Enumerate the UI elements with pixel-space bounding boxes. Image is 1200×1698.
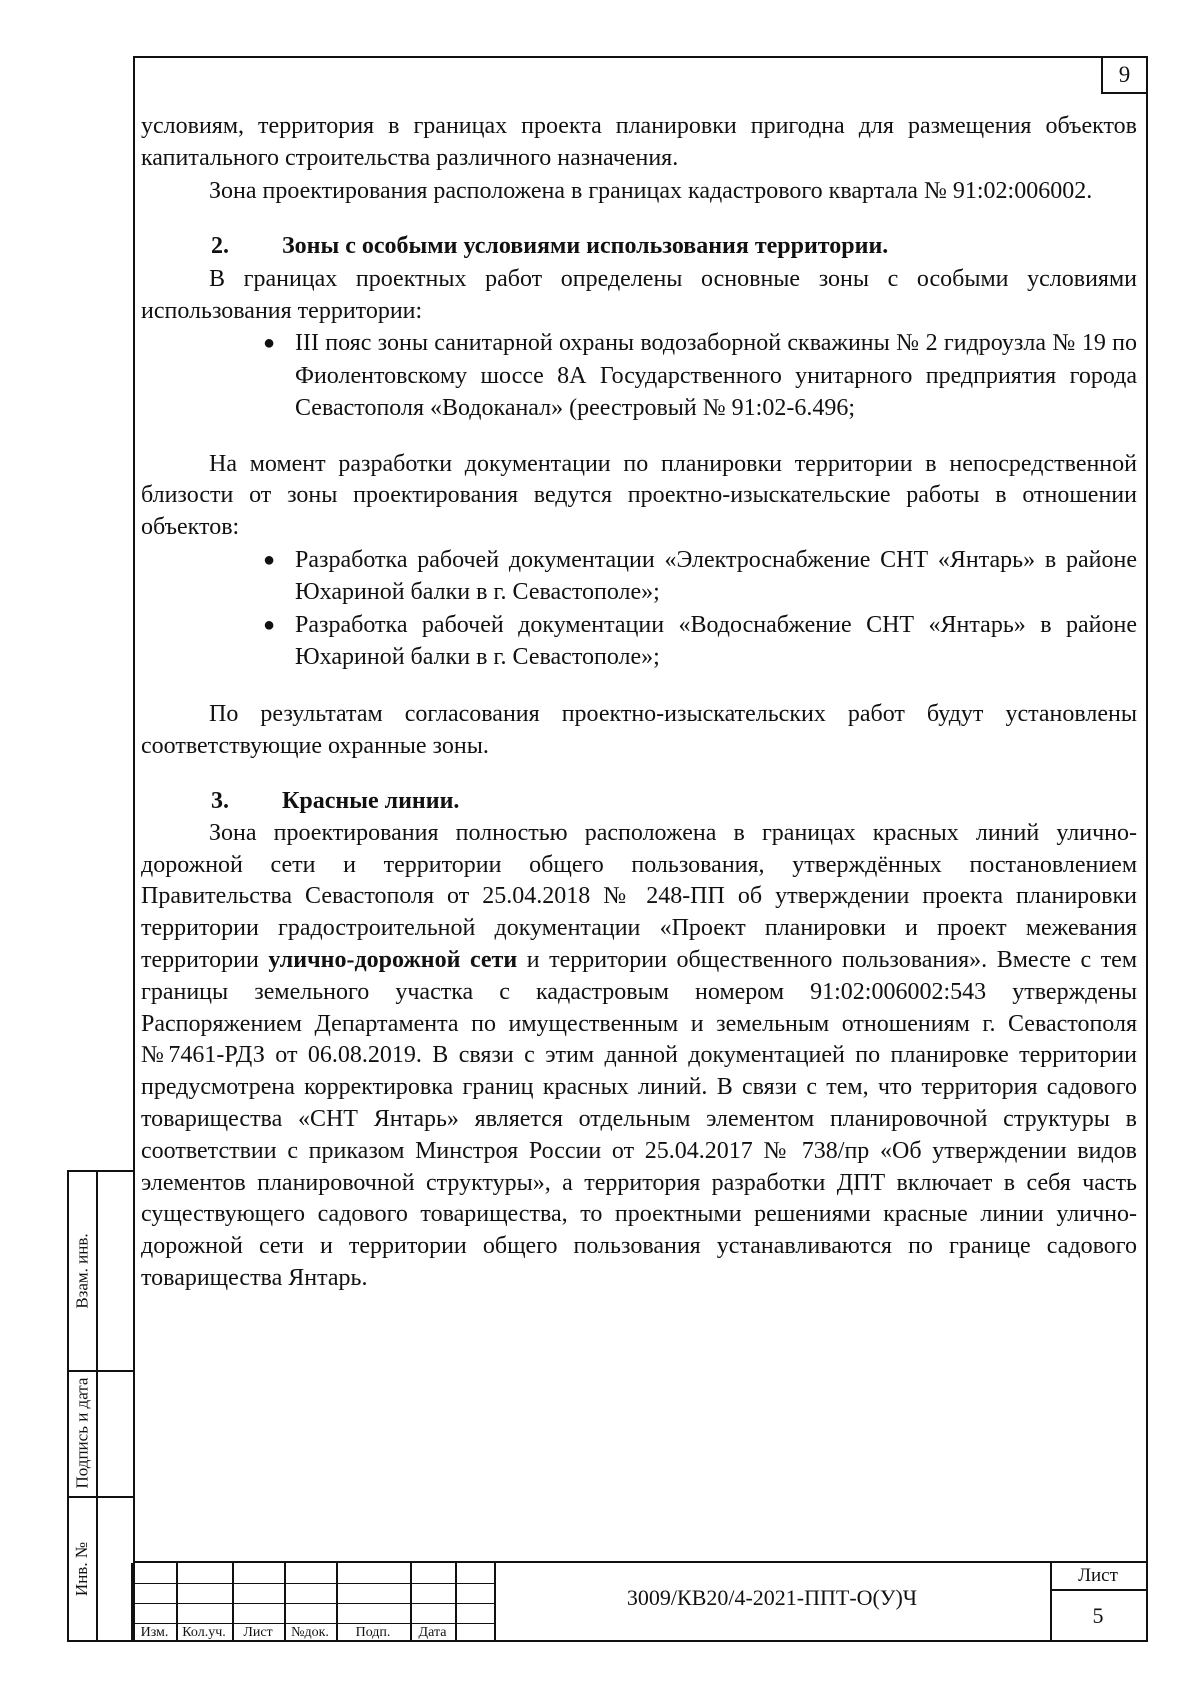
col-docnum: №док. — [291, 1625, 329, 1640]
list-item-text: III пояс зоны санитарной охраны водозаборной скважины № 2 гидроузла № 19 по Фиолентовскому шоссе 8А Государственного унитарного предприятия города Севастополя «Водоканал» (реестровый № 91:02-6.496; — [295, 330, 1137, 422]
list-item — [261, 327, 1137, 424]
col-sign: Подп. — [355, 1625, 391, 1640]
bullet-icon: ● — [263, 332, 276, 355]
section-3-text-2: и территории общественного пользования». Вместе с тем границы земельного участка с кадастровым номером 91:02:006002:543 утверждены Распоряжением Департамента по имущественным и земельным отношениям г. Севастополя №7461-РДЗ от 06.08.2019. В связи с этим данной документацией по планировке территории предусмотрена корректировка границ красных линий. В связи с тем, что территория садового товарищества «СНТ Янтарь» является отдельным элементом планировочной структуры в соответствии с приказом Минстроя России от 25.04.2017 № 738/пр «Об утверждении видов элементов планировочной структуры», а территория разработки ДПТ включает в себя часть существующего садового товарищества, то проектными решениями красные линии улично-дорожной сети и территории общего пользования устанавливаются по границе садового товарищества Янтарь. — [141, 947, 1138, 1292]
section-2-heading — [141, 230, 1137, 262]
section-2-lead: В границах проектных работ определены основные зоны с особыми условиями использования территории: — [141, 265, 1137, 325]
intro-paragraph: условиям, территория в границах проекта планировки пригодна для размещения объектов капитального строительства различного назначения. — [141, 113, 1137, 172]
document-code: 3009/КВ20/4-2021-ППТ-О(У)Ч — [626, 1585, 918, 1610]
list-item — [261, 609, 1137, 674]
section-2-paragraph-3: По результатам согласования проектно-изыскательских работ будут установлены соответствующие охранные зоны. — [141, 700, 1137, 760]
list-item-text: Разработка рабочей документации «Водоснабжение СНТ «Янтарь» в районе Юхариной балки в г. Севастополе»; — [295, 611, 1137, 671]
section-3-heading — [141, 785, 1137, 817]
list-item-text: Разработка рабочей документации «Электроснабжение СНТ «Янтарь» в районе Юхариной балки в г. Севастополе»; — [295, 547, 1137, 606]
side-label-replace: Взам. инв. — [72, 1233, 92, 1309]
bullet-icon: ● — [263, 549, 276, 572]
section-3-bold-text: улично-дорожной сети — [268, 947, 518, 974]
side-label-signature: Подпись и дата — [72, 1377, 92, 1489]
list-item — [261, 544, 1137, 609]
section-3-body — [141, 818, 1137, 1295]
col-qty: Кол.уч. — [182, 1625, 226, 1640]
side-label-inventory: Инв. № — [72, 1541, 92, 1597]
col-date: Дата — [418, 1625, 447, 1640]
section-2-number: 2. — [211, 233, 229, 260]
section-3-text-1: Зона проектирования полностью расположена в границах красных линий улично-дорожной сети и территории общего пользования, утверждённых постановлением Правительства Севастополя от 25.04.2018 № 248-ПП об утверждении проекта планировки территории градостроительной документации «Проект планировки и проект межевания территории — [141, 819, 1137, 974]
section-3-title: Красные линии. — [282, 788, 460, 815]
cadastral-paragraph: Зона проектирования расположена в границах кадастрового квартала № 91:02:006002. — [209, 177, 1093, 204]
section-2-paragraph-2: На момент разработки документации по планировки территории в непосредственной близости от зоны проектирования ведутся проектно-изыскательские работы в отношении объектов: — [141, 450, 1137, 541]
works-list — [141, 544, 1137, 674]
side-stamp — [67, 1170, 133, 1642]
sheet-label: Лист — [1078, 1565, 1118, 1586]
document-body — [141, 110, 1137, 1295]
section-2-title: Зоны с особыми условиями использования территории. — [282, 233, 889, 260]
zones-list — [141, 327, 1137, 424]
col-sheet: Лист — [243, 1625, 273, 1640]
bullet-icon: ● — [263, 613, 276, 636]
section-3-number: 3. — [211, 788, 229, 815]
title-block — [133, 1561, 1148, 1642]
page-number: 9 — [1101, 56, 1148, 94]
sheet-number: 5 — [1092, 1603, 1104, 1628]
col-change: Изм. — [140, 1625, 169, 1640]
